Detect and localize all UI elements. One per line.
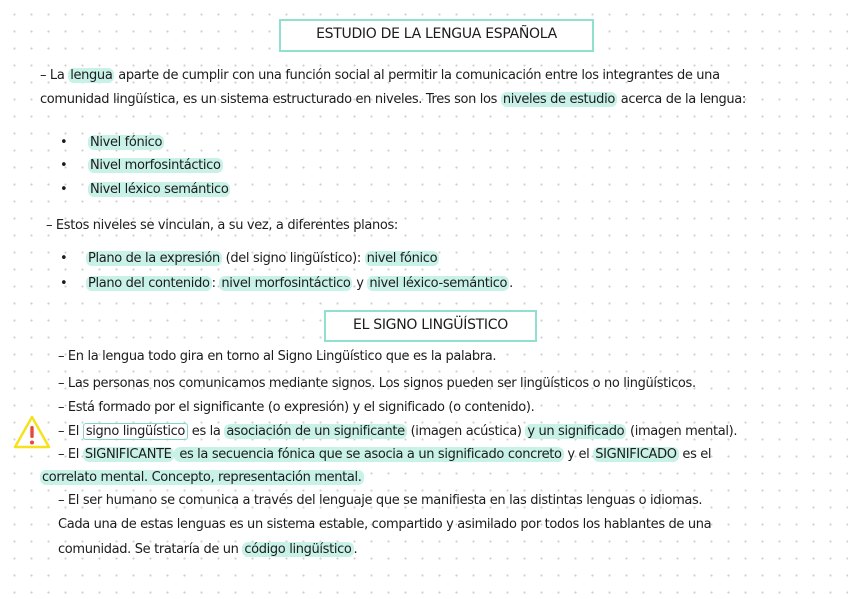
intro-text-1: aparte de cumplir con una función social al permitir la comunicación entre los integrantes de una (114, 68, 720, 83)
signo-text: . (353, 542, 358, 557)
plano-text: y (352, 276, 368, 291)
signo-text: (imagen mental). (626, 424, 738, 439)
bullet: • (60, 251, 68, 266)
signo-text: es la (188, 424, 225, 439)
highlight-nivel-lexico: nivel léxico-semántico (369, 276, 508, 291)
highlight-niveles: niveles de estudio (502, 92, 615, 107)
signo-line-6 (40, 469, 364, 487)
signo-text: y el (563, 447, 594, 462)
signo-text: comunidad. Se trataría de un (58, 542, 243, 557)
signo-text-1: – En la lengua todo gira en torno al Signo Lingüístico que es la palabra. (58, 349, 497, 364)
intro-text-2: comunidad lingüística, es un sistema estructurado en niveles. Tres son los (40, 92, 501, 107)
highlight-significante: SIGNIFICANTE (84, 447, 172, 462)
signo-text: – El (58, 424, 83, 439)
level-item (88, 134, 164, 152)
signo-text-2: – Las personas nos comunicamos mediante signos. Los signos pueden ser lingüísticos o no lingüísticos. (58, 376, 696, 391)
signo-text-7: – El ser humano se comunica a través del lenguaje que se manifiesta en las distintas lenguas o idiomas. (58, 493, 703, 508)
level-item (88, 157, 223, 175)
intro-line-2 (40, 91, 746, 109)
highlight-correlato: correlato mental. Concepto, representación mental. (42, 470, 362, 485)
intro-text-3: acerca de la lengua: (616, 92, 746, 107)
warning-triangle-icon (13, 414, 51, 450)
main-title-text: ESTUDIO DE LA LENGUA ESPAÑOLA (316, 26, 557, 42)
signo-line-9 (58, 541, 357, 559)
signo-line-5 (58, 446, 711, 464)
bullet: • (60, 158, 68, 173)
highlight-asociacion: asociación de un significante (226, 424, 405, 439)
boxed-signo-linguistico: signo lingüístico (83, 423, 188, 440)
intro-dash: – La (40, 68, 69, 83)
plano-expresion (86, 250, 439, 268)
signo-line-1 (58, 348, 496, 366)
signo-line-7 (58, 492, 702, 510)
signo-line-4 (58, 423, 737, 441)
intro-line-1 (40, 67, 720, 85)
plano-text: : (211, 276, 220, 291)
signo-text: es el (678, 447, 712, 462)
plano-text: (del signo lingüístico): (221, 251, 365, 266)
planos-intro (46, 217, 398, 235)
signo-line-3 (58, 399, 534, 417)
level-item (88, 181, 230, 199)
signo-line-8 (58, 516, 711, 534)
section-title-text: EL SIGNO LINGÜÍSTICO (353, 317, 508, 333)
highlight-secuencia: es la secuencia fónica que se asocia a un significado concreto (175, 447, 562, 462)
highlight-codigo: código lingüístico (244, 542, 352, 557)
bullet: • (60, 182, 68, 197)
signo-text-8: Cada una de estas lenguas es un sistema estable, compartido y asimilado por todos los hablantes de una (58, 517, 712, 532)
level-fonico: Nivel fónico (90, 135, 163, 150)
signo-line-2 (58, 375, 696, 393)
signo-text: (imagen acústica) (406, 424, 526, 439)
highlight-nivel-fonico: nivel fónico (366, 251, 438, 266)
section-title (324, 310, 537, 342)
signo-text: – El (58, 447, 83, 462)
bullet: • (60, 276, 68, 291)
highlight-significado-caps: SIGNIFICADO (595, 447, 677, 462)
level-morfosintactico: Nivel morfosintáctico (90, 158, 221, 173)
level-lexico-semantico: Nivel léxico semántico (90, 182, 229, 197)
bullet: • (60, 135, 68, 150)
plano-contenido (86, 275, 513, 293)
signo-text-3: – Está formado por el significante (o expresión) y el significado (o contenido). (58, 400, 535, 415)
highlight-nivel-morfo: nivel morfosintáctico (221, 276, 351, 291)
highlight-plano-expresion: Plano de la expresión (88, 251, 220, 266)
planos-intro-text: – Estos niveles se vinculan, a su vez, a diferentes planos: (46, 218, 398, 233)
highlight-lengua: lengua (70, 68, 113, 83)
highlight-significado: y un significado (527, 424, 625, 439)
highlight-plano-contenido: Plano del contenido (88, 276, 210, 291)
main-title (279, 19, 594, 52)
plano-text: . (509, 276, 513, 291)
